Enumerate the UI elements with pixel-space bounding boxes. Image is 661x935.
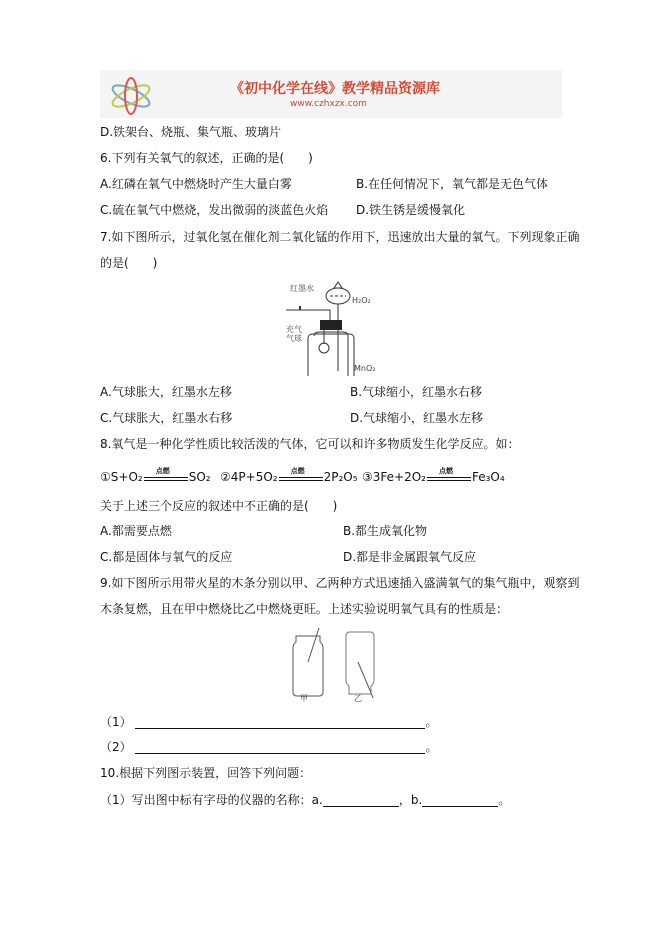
q8-option-c: C.都是固体与氧气的反应: [100, 550, 233, 564]
reaction-number: ③: [362, 470, 373, 484]
atom-logo-icon: [106, 76, 156, 116]
reaction-rhs: 2P₂O₅: [323, 470, 358, 484]
q6-option-a: A.红磷在氧气中燃烧时产生大量白雾: [100, 177, 292, 191]
blank-number: （2）: [100, 740, 132, 754]
reaction-rhs: SO₂: [188, 470, 211, 484]
q8-option-d: D.都是非金属跟氧气反应: [343, 550, 477, 564]
q10-sub1: [100, 793, 510, 807]
q6-option-d: D.铁生锈是缓慢氧化: [356, 203, 466, 217]
answer-blank-a[interactable]: [323, 794, 399, 807]
q9-label-jia: 甲: [300, 694, 308, 703]
q7-option-a: A.气球胀大，红墨水左移: [100, 385, 232, 399]
reaction-condition: 点燃: [438, 466, 453, 475]
q9-stem-line2: 木条复燃，且在甲中燃烧比乙中燃烧更旺。上述实验说明氧气具有的性质是：: [100, 602, 509, 616]
q9-label-yi: 乙: [354, 694, 362, 703]
q7-label-mno2: MnO₂: [354, 364, 376, 373]
q6-option-b: B.在任何情况下，氧气都是无色气体: [356, 177, 549, 191]
label-a: a.: [311, 793, 323, 807]
reaction-condition: 点燃: [155, 466, 170, 475]
q8-reaction-2: [220, 466, 358, 484]
q8-option-a: A.都需要点燃: [100, 524, 172, 538]
reaction-number: ②: [220, 470, 231, 484]
q9-answer-2: [100, 740, 437, 754]
q9-stem-line1: 9.如下图所示用带火星的木条分别以甲、乙两种方式迅速插入盛满氧气的集气瓶中，观察到: [100, 576, 580, 590]
sub-question: （1）写出图中标有字母的仪器的名称：: [100, 793, 312, 807]
reaction-rhs: Fe₃O₄: [471, 470, 505, 484]
reaction-condition: 点燃: [290, 466, 305, 475]
q7-option-c: C.气球胀大，红墨水右移: [100, 411, 233, 425]
q7-label-h2o2: H₂O₂: [352, 296, 371, 305]
q5-option-d: D.铁架台、烧瓶、集气瓶、玻璃片: [100, 125, 282, 139]
reaction-lhs: 3Fe+2O₂: [372, 470, 426, 484]
period: 。: [425, 740, 438, 754]
banner-title: 《初中化学在线》教学精品资源库: [230, 81, 440, 97]
q9-jars-figure: [288, 628, 388, 698]
period: 。: [425, 715, 438, 729]
reaction-arrow: [144, 466, 188, 484]
reaction-lhs: S+O₂: [110, 470, 143, 484]
q7-option-b: B.气球缩小，红墨水右移: [350, 385, 483, 399]
reaction-arrow: [279, 466, 323, 484]
q9-answer-1: [100, 715, 437, 729]
reaction-number: ①: [100, 470, 111, 484]
answer-blank[interactable]: [135, 716, 425, 729]
header-banner: [100, 70, 562, 118]
q7-stem-line2: 的是( ): [100, 256, 158, 270]
answer-blank-b[interactable]: [422, 794, 498, 807]
q8-reaction-3: [362, 466, 505, 484]
q8-reaction-1: [100, 466, 211, 484]
q8-stem: 8.氧气是一种化学性质比较活泼的气体，它可以和许多物质发生化学反应。如：: [100, 437, 520, 451]
q6-option-c: C.硫在氧气中燃烧，发出微弱的淡蓝色火焰: [100, 203, 329, 217]
blank-number: （1）: [100, 715, 132, 729]
q8-option-b: B.都生成氧化物: [343, 524, 428, 538]
reaction-arrow: [427, 466, 471, 484]
reaction-lhs: 4P+5O₂: [230, 470, 278, 484]
q7-label-balloon: 充气气球: [286, 325, 302, 343]
q7-option-d: D.气球缩小，红墨水左移: [350, 411, 484, 425]
answer-blank[interactable]: [135, 741, 425, 754]
banner-url: www.czhxzx.com: [290, 99, 367, 109]
q7-stem-line1: 7.如下图所示，过氧化氢在催化剂二氧化锰的作用下，迅速放出大量的氧气。下列现象正确: [100, 230, 580, 244]
q7-label-ink: 红墨水: [290, 284, 314, 293]
q8-question: 关于上述三个反应的叙述中不正确的是( ): [100, 499, 338, 513]
period: 。: [498, 793, 511, 807]
label-b: b.: [410, 793, 423, 807]
q6-stem: 6.下列有关氧气的叙述，正确的是( ): [100, 151, 313, 165]
comma: ，: [398, 793, 411, 807]
q10-stem: 10.根据下列图示装置，回答下列问题：: [100, 766, 312, 780]
